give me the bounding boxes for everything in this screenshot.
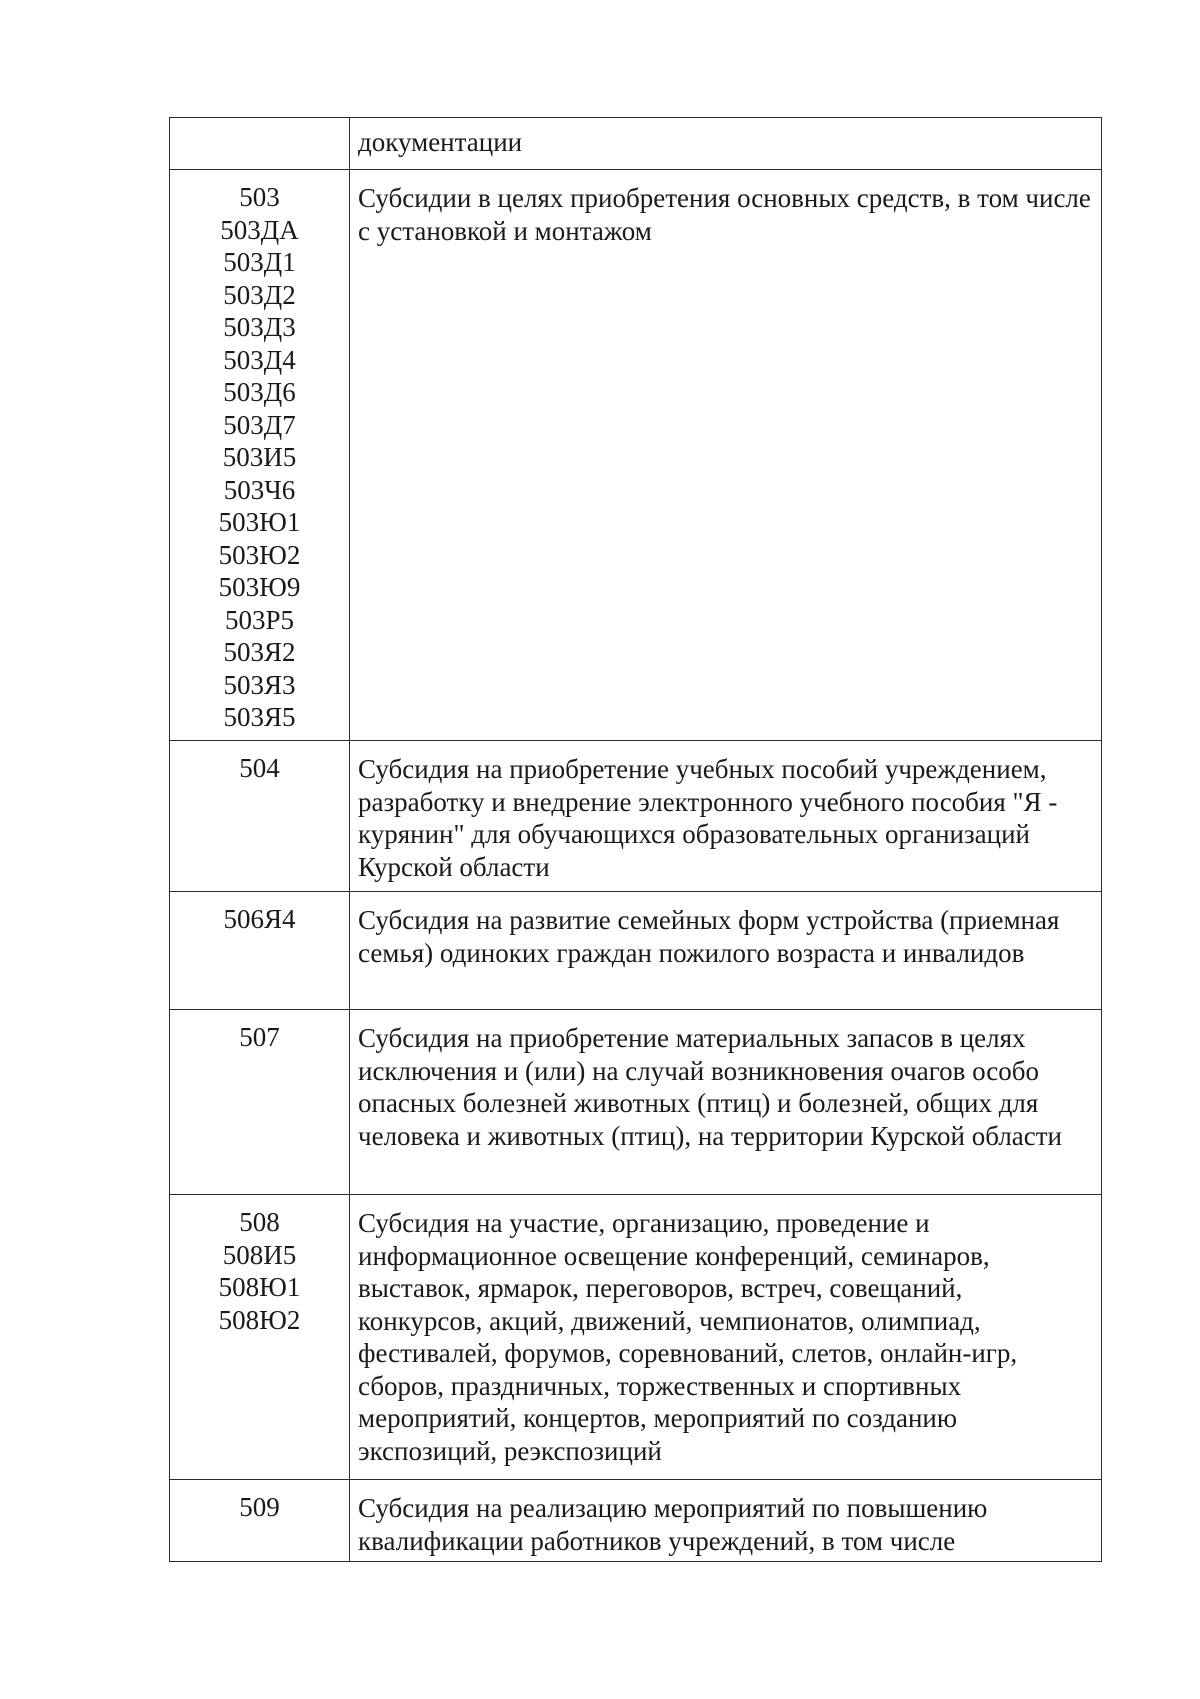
code-cell [170, 892, 350, 1010]
code-value: 503Я3 [223, 669, 296, 700]
code-list [170, 1480, 349, 1524]
code-value: 507 [239, 1022, 280, 1052]
description-cell [350, 741, 1102, 892]
code-value: 503И5 [222, 442, 297, 472]
code-value: 503Ю2 [218, 539, 301, 570]
code-value: 509 [239, 1492, 280, 1522]
code-list [170, 741, 349, 785]
description-cell [350, 1010, 1102, 1195]
code-value: 503Ч6 [223, 474, 296, 505]
code-value: 508Ю1 [218, 1272, 301, 1302]
code-cell [170, 118, 350, 170]
code-value: 503Ю1 [218, 507, 301, 537]
code-value: 503Д1 [223, 247, 296, 277]
code-value: 508Ю2 [218, 1304, 301, 1335]
description-text: Субсидия на приобретение учебных пособий учреждением, разработку и внедрение электронного учебного пособия "Я - курянин" для обучающихся образовательных организаций Курской области [358, 754, 1058, 882]
code-value: 503Д3 [223, 312, 296, 342]
code-value: 503Я2 [223, 637, 296, 667]
code-cell [170, 1010, 350, 1195]
code-list [170, 892, 349, 936]
table-row [170, 1010, 1102, 1195]
table-row [170, 1195, 1102, 1480]
code-value: 503 [239, 182, 280, 212]
description-cell [350, 892, 1102, 1010]
code-value: 508И5 [222, 1239, 297, 1270]
code-value: 504 [239, 753, 280, 783]
description-text: Субсидия на приобретение материальных запасов в целях исключения и (или) на случай возникновения очагов особо опасных болезней животных (птиц) и болезней, общих для человека и животных (птиц), на территории Курской области [358, 1023, 1063, 1151]
code-cell [170, 1195, 350, 1480]
code-cell [170, 170, 350, 741]
code-value: 503Д7 [223, 409, 296, 440]
table-row [170, 118, 1102, 170]
code-list [170, 118, 349, 129]
table-row [170, 170, 1102, 741]
code-value: 503Д4 [223, 344, 296, 375]
description-text: Субсидии в целях приобретения основных средств, в том числе с установкой и монтажом [358, 183, 1091, 246]
description-text: Субсидия на развитие семейных форм устройства (приемная семья) одиноких граждан пожилого возраста и инвалидов [358, 905, 1060, 968]
description-text: Субсидия на реализацию мероприятий по повышению квалификации работников учреждений, в том числе [358, 1493, 988, 1556]
code-list [170, 1010, 349, 1054]
description-cell [350, 1195, 1102, 1480]
code-value: 503Я5 [223, 702, 296, 732]
table-row [170, 892, 1102, 1010]
code-value: 508 [239, 1207, 280, 1237]
description-text: документации [358, 127, 523, 157]
table-row [170, 1480, 1102, 1562]
code-value: 503Ю9 [218, 572, 301, 602]
table-row [170, 741, 1102, 892]
code-value: 503Д6 [223, 377, 296, 407]
code-cell [170, 1480, 350, 1562]
code-list [170, 1195, 349, 1336]
code-value: 503Р5 [224, 604, 295, 635]
description-text: Субсидия на участие, организацию, проведение и информационное освещение конференций, семинаров, выставок, ярмарок, переговоров, встреч, совещаний, конкурсов, акций, движений, чемпионатов, олимпиад, фестивалей, форумов, соревнований, слетов, онлайн-игр, сборов, праздничных, торжественных и спортивных мероприятий, концертов, мероприятий по созданию экспозиций, реэкспозиций [358, 1208, 1018, 1466]
description-cell [350, 170, 1102, 741]
codes-table [169, 117, 1102, 1562]
code-value: 503ДА [220, 214, 299, 245]
code-value: 506Я4 [223, 904, 296, 934]
description-cell [350, 118, 1102, 170]
code-list [170, 170, 349, 734]
description-cell [350, 1480, 1102, 1562]
code-value: 503Д2 [223, 279, 296, 310]
code-cell [170, 741, 350, 892]
